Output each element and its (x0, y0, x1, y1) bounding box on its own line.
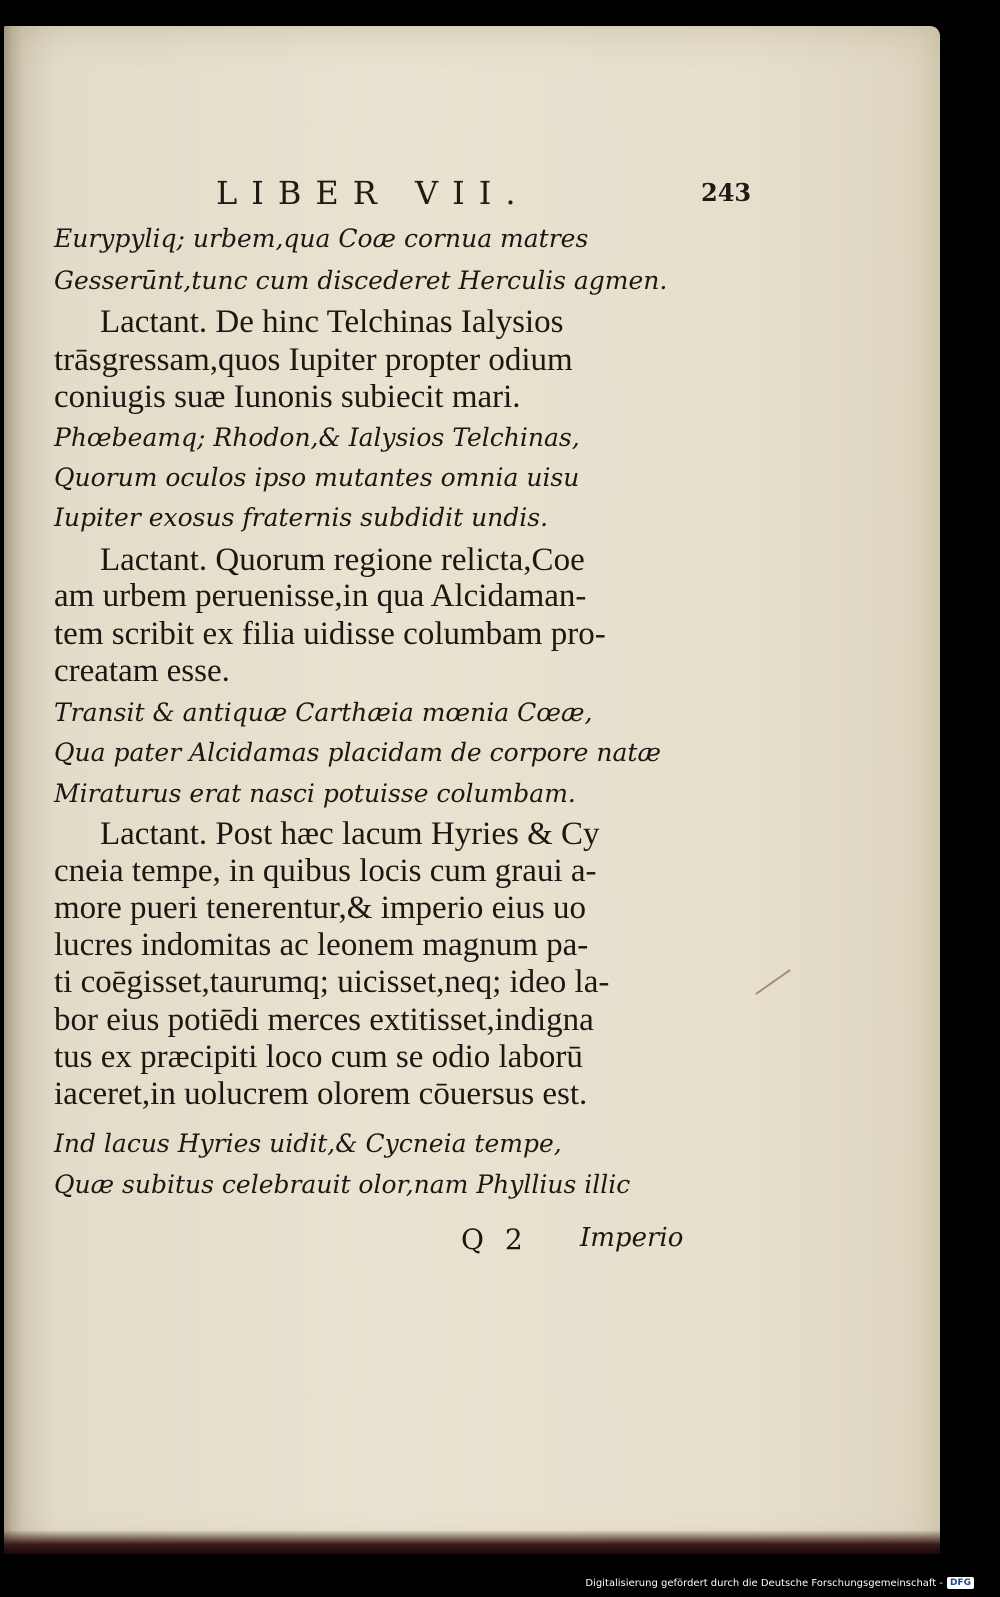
text-line-verse: Ind lacus Hyries uidit,& Cycneia tempe, (54, 1129, 562, 1158)
text-line-prose: Lactant. Quorum regione relicta,Coe (100, 542, 585, 578)
text-line-prose: tus ex præcipiti loco cum se odio laborū (54, 1039, 583, 1075)
text-line-prose: tem scribit ex filia uidisse columbam pro- (54, 616, 606, 652)
running-head: LIBER VII. (216, 174, 530, 212)
text-line-prose: ti coēgisset,taurumq; uicisset,neq; ideo la- (54, 964, 610, 1000)
page-gutter-shadow (4, 26, 22, 1554)
text-line-verse: Eurypyliq; urbem,qua Coæ cornua matres (54, 224, 589, 253)
signature-mark: Q 2 (461, 1223, 529, 1256)
text-line-verse: Qua pater Alcidamas placidam de corpore natæ (54, 738, 661, 767)
text-line-prose: creatam esse. (54, 653, 230, 689)
book-page (4, 26, 940, 1554)
digitization-credit (585, 1573, 974, 1593)
text-line-verse: Transit & antiquæ Carthæia mœnia Cœæ, (54, 698, 593, 727)
text-line-prose: more pueri tenerentur,& imperio eius uo (54, 890, 587, 926)
catchword: Imperio (580, 1223, 684, 1253)
text-line-verse: Quorum oculos ipso mutantes omnia uisu (54, 463, 580, 492)
dfg-logo: DFG (947, 1577, 974, 1589)
text-line-prose: Lactant. De hinc Telchinas Ialysios (100, 304, 564, 340)
credit-text: Digitalisierung gefördert durch die Deutsche Forschungsgemeinschaft - (585, 1577, 943, 1589)
text-line-verse: Iupiter exosus fraternis subdidit undis. (54, 503, 549, 532)
text-line-verse: Quæ subitus celebrauit olor,nam Phyllius illic (54, 1170, 631, 1199)
text-line-prose: bor eius potiēdi merces extitisset,indigna (54, 1002, 594, 1038)
text-line-verse: Gesserūnt,tunc cum discederet Herculis agmen. (54, 266, 668, 295)
page-bottom-edge (4, 1530, 940, 1554)
text-line-prose: cneia tempe, in quibus locis cum graui a- (54, 853, 597, 889)
text-line-verse: Miraturus erat nasci potuisse columbam. (54, 779, 576, 808)
page-header (4, 174, 940, 214)
text-line-verse: Phœbeamq; Rhodon,& Ialysios Telchinas, (54, 423, 580, 452)
pencil-annotation-mark (755, 969, 791, 995)
folio-number: 243 (701, 178, 752, 207)
text-line-prose: Lactant. Post hæc lacum Hyries & Cy (100, 816, 600, 852)
text-line-prose: trāsgressam,quos Iupiter propter odium (54, 342, 573, 378)
text-line-prose: lucres indomitas ac leonem magnum pa- (54, 927, 589, 963)
text-line-prose: iaceret,in uolucrem olorem cōuersus est. (54, 1076, 588, 1112)
text-line-prose: coniugis suæ Iunonis subiecit mari. (54, 379, 521, 415)
text-line-prose: am urbem peruenisse,in qua Alcidaman- (54, 578, 587, 614)
